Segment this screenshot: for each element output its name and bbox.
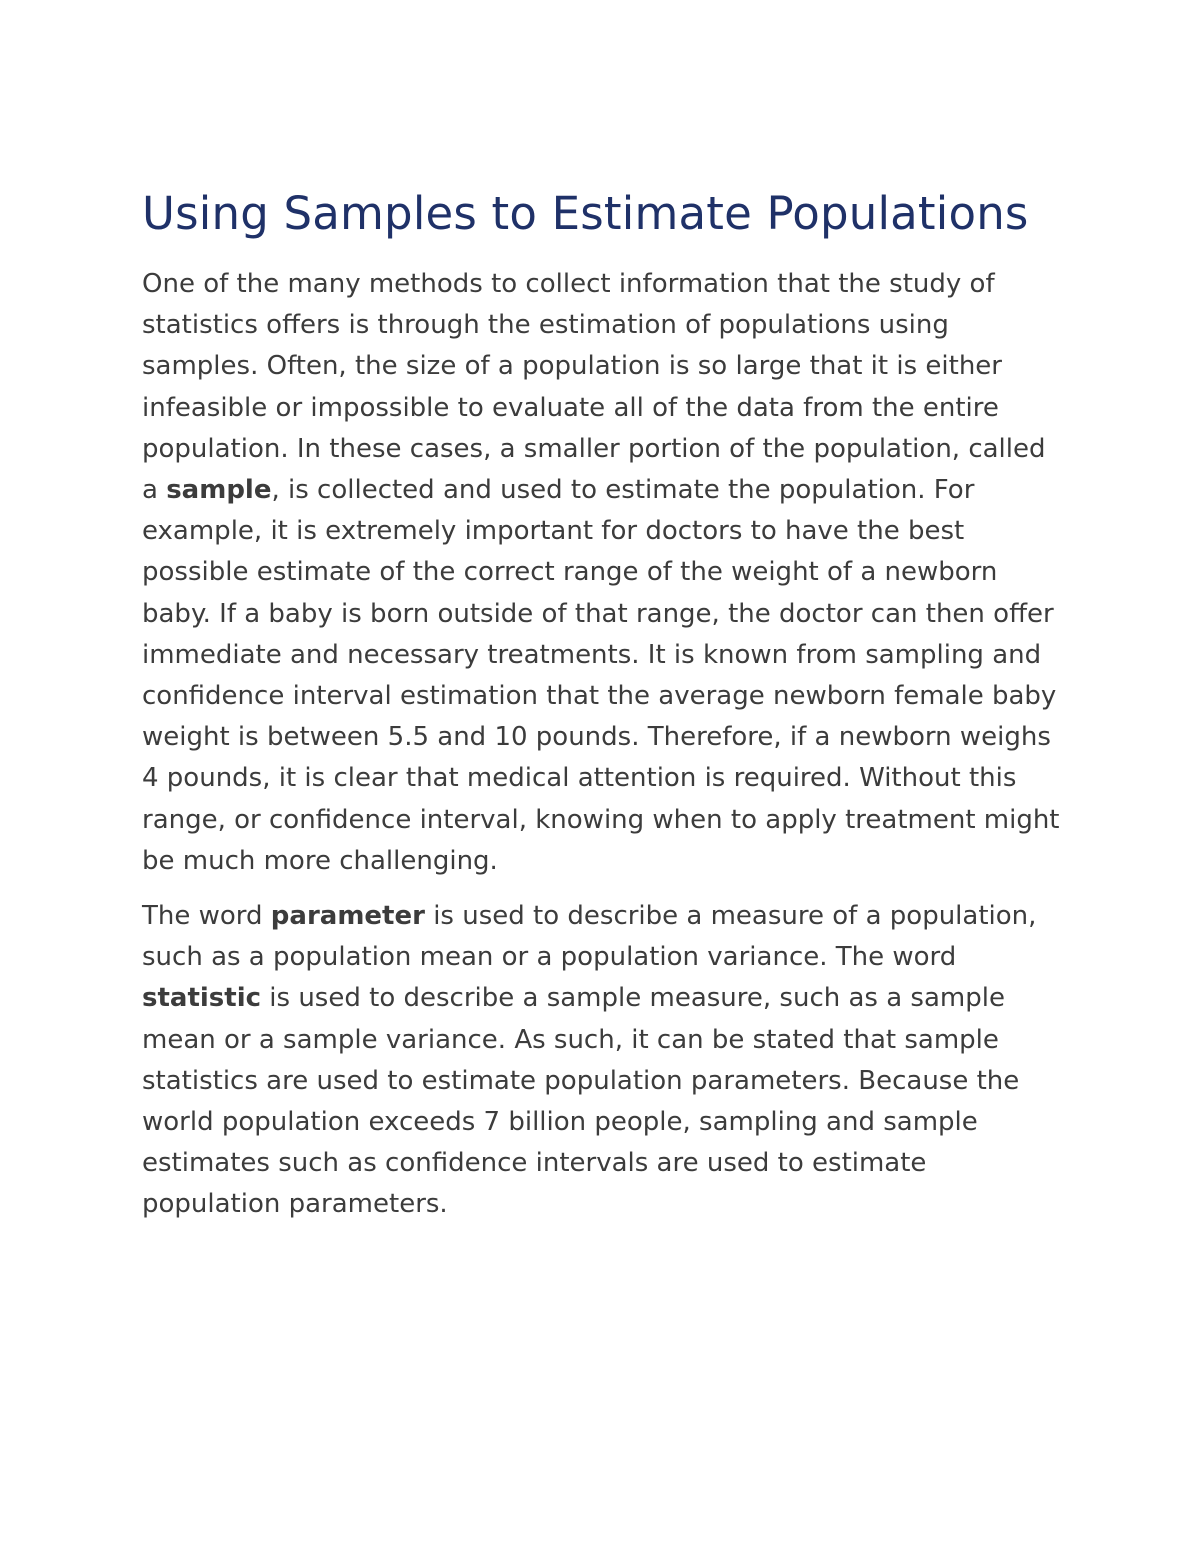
paragraph-sample <box>142 264 1062 882</box>
bold-term-sample: sample <box>166 475 272 506</box>
paragraph-parameter <box>142 896 1062 1226</box>
bold-term-statistic: statistic <box>142 983 262 1014</box>
bold-term-parameter: parameter <box>270 901 425 932</box>
document-page <box>142 186 1062 1226</box>
paragraph-text: One of the many methods to collect information that the study of statistics offers is through the estimation of populations using samples. Often, the size of a population is so large that it is either infeasible or impossible to evaluate all of the data from the entire population. In these cases, a smaller portion of the population, called a <box>142 269 1046 506</box>
paragraph-text: is used to describe a measure of a population, such as a population mean or a population variance. The word <box>142 901 1037 973</box>
paragraph-text: The word <box>142 901 271 932</box>
paragraph-text: is used to describe a sample measure, such as a sample mean or a sample variance. As such, it can be stated that sample statistics are used to estimate population parameters. Because the world population exceeds 7 billion people, sampling and sample estimates such as confidence intervals are used to estimate population parameters. <box>142 983 1020 1220</box>
document-title: Using Samples to Estimate Populations <box>142 187 1029 240</box>
paragraph-text: , is collected and used to estimate the population. For example, it is extremely important for doctors to have the best possible estimate of the correct range of the weight of a newborn baby. If a baby is born outside of that range, the doctor can then offer immediate and necessary treatments. It is known from sampling and confidence interval estimation that the average newborn female baby weight is between 5.5 and 10 pounds. Therefore, if a newborn weighs 4 pounds, it is clear that medical attention is required. Without this range, or confidence interval, knowing when to apply treatment might be much more challenging. <box>142 475 1060 876</box>
